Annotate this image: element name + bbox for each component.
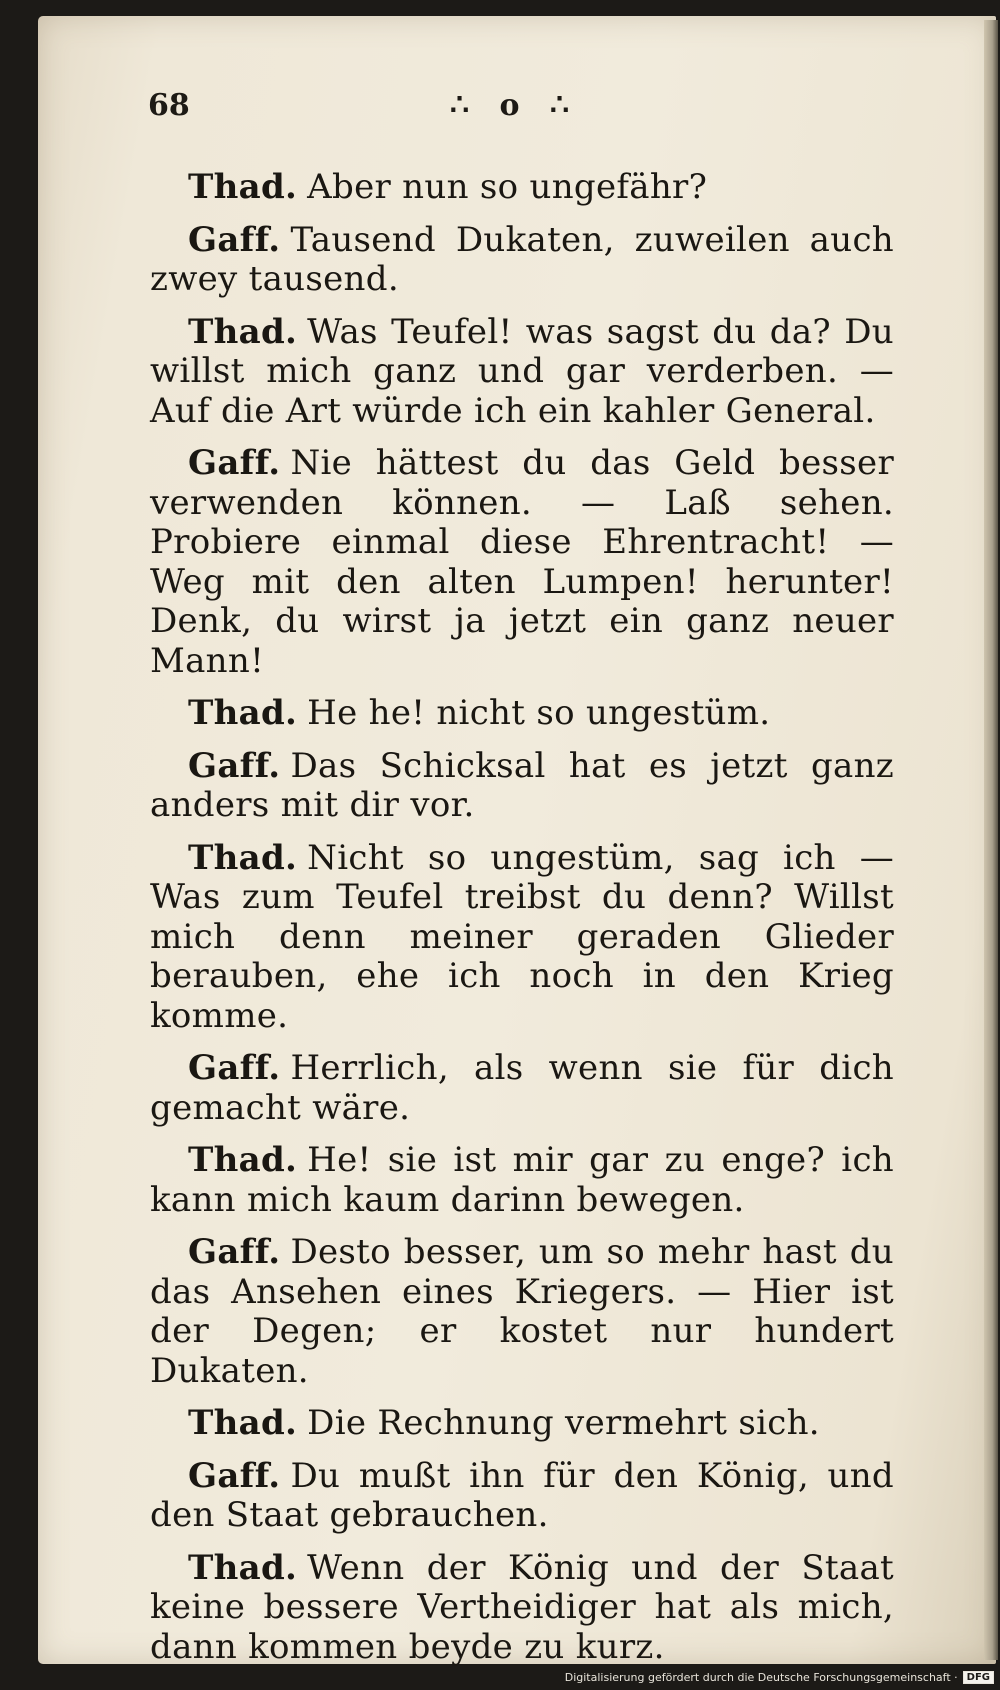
speech-text: Nie hättest du das Geld besser verwenden können. — Laß sehen. Probiere einmal diese Ehrentracht! — Weg mit den alten Lumpen! herunter! Denk, du wirst ja jetzt ein ganz neuer Mann! xyxy=(150,443,894,681)
speech-line xyxy=(150,444,894,681)
speech-text: He! sie ist mir gar zu enge? ich kann mich kaum darinn bewegen. xyxy=(150,1140,894,1220)
speech-text: He he! nicht so ungestüm. xyxy=(307,693,771,733)
speech-line xyxy=(150,1549,894,1668)
page-edge xyxy=(984,20,998,1660)
speaker-name: Gaff. xyxy=(188,1048,281,1088)
speech-line xyxy=(150,168,894,208)
speaker-name: Gaff. xyxy=(188,443,281,483)
speaker-name: Gaff. xyxy=(188,745,281,786)
speech-line xyxy=(150,1233,894,1391)
speaker-name: Thad. xyxy=(188,167,298,207)
speech-line xyxy=(150,1404,894,1444)
speaker-name: Thad. xyxy=(188,693,298,733)
header-ornament: ∴ o ∴ xyxy=(450,88,580,123)
speaker-name: Thad. xyxy=(188,1547,298,1588)
speech-line xyxy=(150,1049,894,1128)
speech-line xyxy=(150,313,894,432)
dfg-logo: DFG xyxy=(963,1671,994,1684)
digitization-credit xyxy=(565,1671,994,1684)
speaker-name: Thad. xyxy=(188,837,298,878)
speech-text: Desto besser, um so mehr hast du das Ansehen eines Kriegers. — Hier ist der Degen; er kostet nur hundert Dukaten. xyxy=(150,1232,894,1391)
speech-text: Wenn der König und der Staat keine bessere Vertheidiger hat als mich, dann kommen beyde zu kurz. xyxy=(150,1547,894,1667)
speech-line xyxy=(150,839,894,1037)
page-header xyxy=(110,88,890,128)
speech-line xyxy=(150,747,894,826)
speech-text: Aber nun so ungefähr? xyxy=(307,167,708,207)
speaker-name: Gaff. xyxy=(188,1232,281,1272)
speech-text: Du mußt ihn für den König, und den Staat gebrauchen. xyxy=(150,1455,894,1535)
speaker-name: Thad. xyxy=(188,311,298,352)
speech-text: Herrlich, als wenn sie für dich gemacht wäre. xyxy=(150,1048,894,1128)
speech-text: Das Schicksal hat es jetzt ganz anders mit dir vor. xyxy=(150,745,894,825)
dialogue-text xyxy=(150,168,894,1680)
speech-text: Die Rechnung vermehrt sich. xyxy=(307,1403,820,1443)
speech-line xyxy=(150,694,894,734)
speech-line xyxy=(150,221,894,300)
speaker-name: Thad. xyxy=(188,1403,298,1443)
page-number: 68 xyxy=(148,88,190,123)
speech-line xyxy=(150,1457,894,1536)
speech-text: Was Teufel! was sagst du da? Du willst mich ganz und gar verderben. — Auf die Art würde ich ein kahler General. xyxy=(150,311,894,431)
speaker-name: Gaff. xyxy=(188,1455,281,1496)
speaker-name: Gaff. xyxy=(188,219,281,260)
credit-text: Digitalisierung gefördert durch die Deutsche Forschungsgemeinschaft · xyxy=(564,1671,958,1684)
speech-line xyxy=(150,1141,894,1220)
speaker-name: Thad. xyxy=(188,1140,298,1180)
speech-text: Nicht so ungestüm, sag ich — Was zum Teufel treibst du denn? Willst mich denn meiner geraden Glieder berauben, ehe ich noch in den Krieg komme. xyxy=(150,837,894,1036)
speech-text: Tausend Dukaten, zuweilen auch zwey tausend. xyxy=(150,219,894,299)
